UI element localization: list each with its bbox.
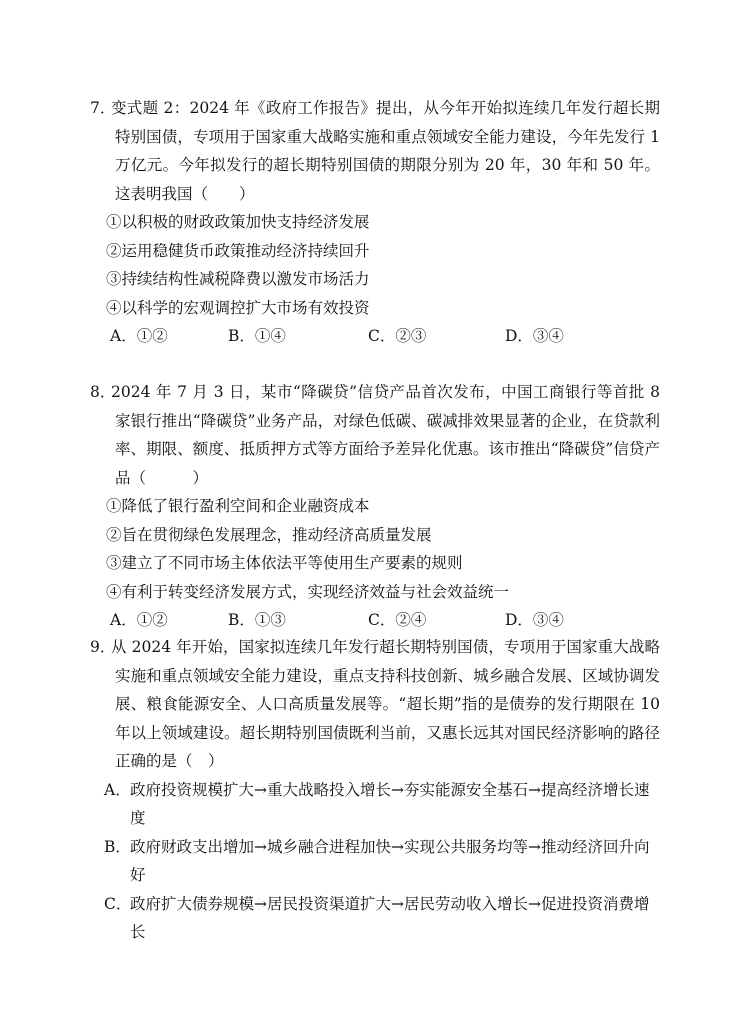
question-stem: 从 2024 年开始，国家拟连续几年发行超长期特别国债，专项用于国家重大战略实施和重点领域安全能力建设，重点支持科技创新、城乡融合发展、区域协调发展、粮食能源安全、人口高质量发展等。“超长期”指的是债券的发行期限在 10 年以上领域建设。超长期特别国债既利当前，又惠长远其对国民经济影响的路径正确的是（ ）: [111, 638, 660, 770]
question-9: [90, 633, 660, 947]
statement-4: ④有利于转变经济发展方式，实现经济效益与社会效益统一: [106, 582, 510, 601]
question-number: 7．: [90, 99, 116, 117]
choice-c[interactable]: C．②③: [368, 327, 427, 345]
choice-text: 政府扩大债券规模→居民投资渠道扩大→居民劳动收入增长→促进投资消费增长: [130, 894, 650, 941]
question-number: 9．: [90, 638, 116, 656]
statement-1: ①以积极的财政政策加快支持经济发展: [106, 213, 370, 231]
question-stem: 变式题 2：2024 年《政府工作报告》提出，从今年开始拟连续几年发行超长期特别国债，专项用于国家重大战略实施和重点领域安全能力建设，今年先发行 1 万亿元。今年拟发行的超长期特别国债的期限分别为 20 年，30 年和 50 年。这表明我国（ ）: [111, 99, 660, 203]
statement-3: ③持续结构性减税降费以激发市场活力: [106, 270, 370, 288]
choice-a[interactable]: A．①②: [110, 611, 168, 629]
statement-2: ②旨在贯彻绿色发展理念，推动经济高质量发展: [106, 525, 432, 544]
statement-2: ②运用稳健货币政策推动经济持续回升: [106, 241, 370, 260]
choice-d[interactable]: D．③④: [505, 611, 564, 629]
question-7: [90, 94, 660, 351]
choice-letter: C．: [104, 894, 132, 913]
statement-1: ①降低了银行盈利空间和企业融资成本: [106, 497, 370, 515]
choice-b[interactable]: [90, 833, 660, 890]
answer-choices: [90, 606, 660, 635]
statement-4: ④以科学的宏观调控扩大市场有效投资: [106, 298, 370, 317]
choice-b[interactable]: B．①③: [228, 611, 286, 629]
choice-text: 政府财政支出增加→城乡融合进程加快→实现公共服务均等→推动经济回升向好: [130, 837, 650, 884]
question-8: [90, 378, 660, 635]
choice-c[interactable]: [90, 890, 660, 947]
choice-a[interactable]: [90, 776, 660, 833]
answer-choices: [90, 322, 660, 351]
statement-3: ③建立了不同市场主体依法平等使用生产要素的规则: [106, 554, 463, 572]
question-number: 8．: [90, 383, 116, 401]
choice-c[interactable]: C．②④: [368, 611, 427, 629]
choice-text: 政府投资规模扩大→重大战略投入增长→夯实能源安全基石→提高经济增长速度: [130, 780, 650, 827]
choice-letter: A．: [104, 780, 131, 799]
choice-letter: B．: [104, 837, 131, 856]
question-stem: 2024 年 7 月 3 日，某市“降碳贷”信贷产品首次发布，中国工商银行等首批 8 家银行推出“降碳贷”业务产品，对绿色低碳、碳减排效果显著的企业，在贷款利率、期限、额度、抵质押方式等方面给予差异化优惠。该市推出“降碳贷”信贷产品（ ）: [111, 383, 660, 487]
choice-d[interactable]: D．③④: [505, 327, 564, 345]
choice-a[interactable]: A．①②: [110, 327, 168, 345]
choice-b[interactable]: B．①④: [228, 327, 286, 345]
